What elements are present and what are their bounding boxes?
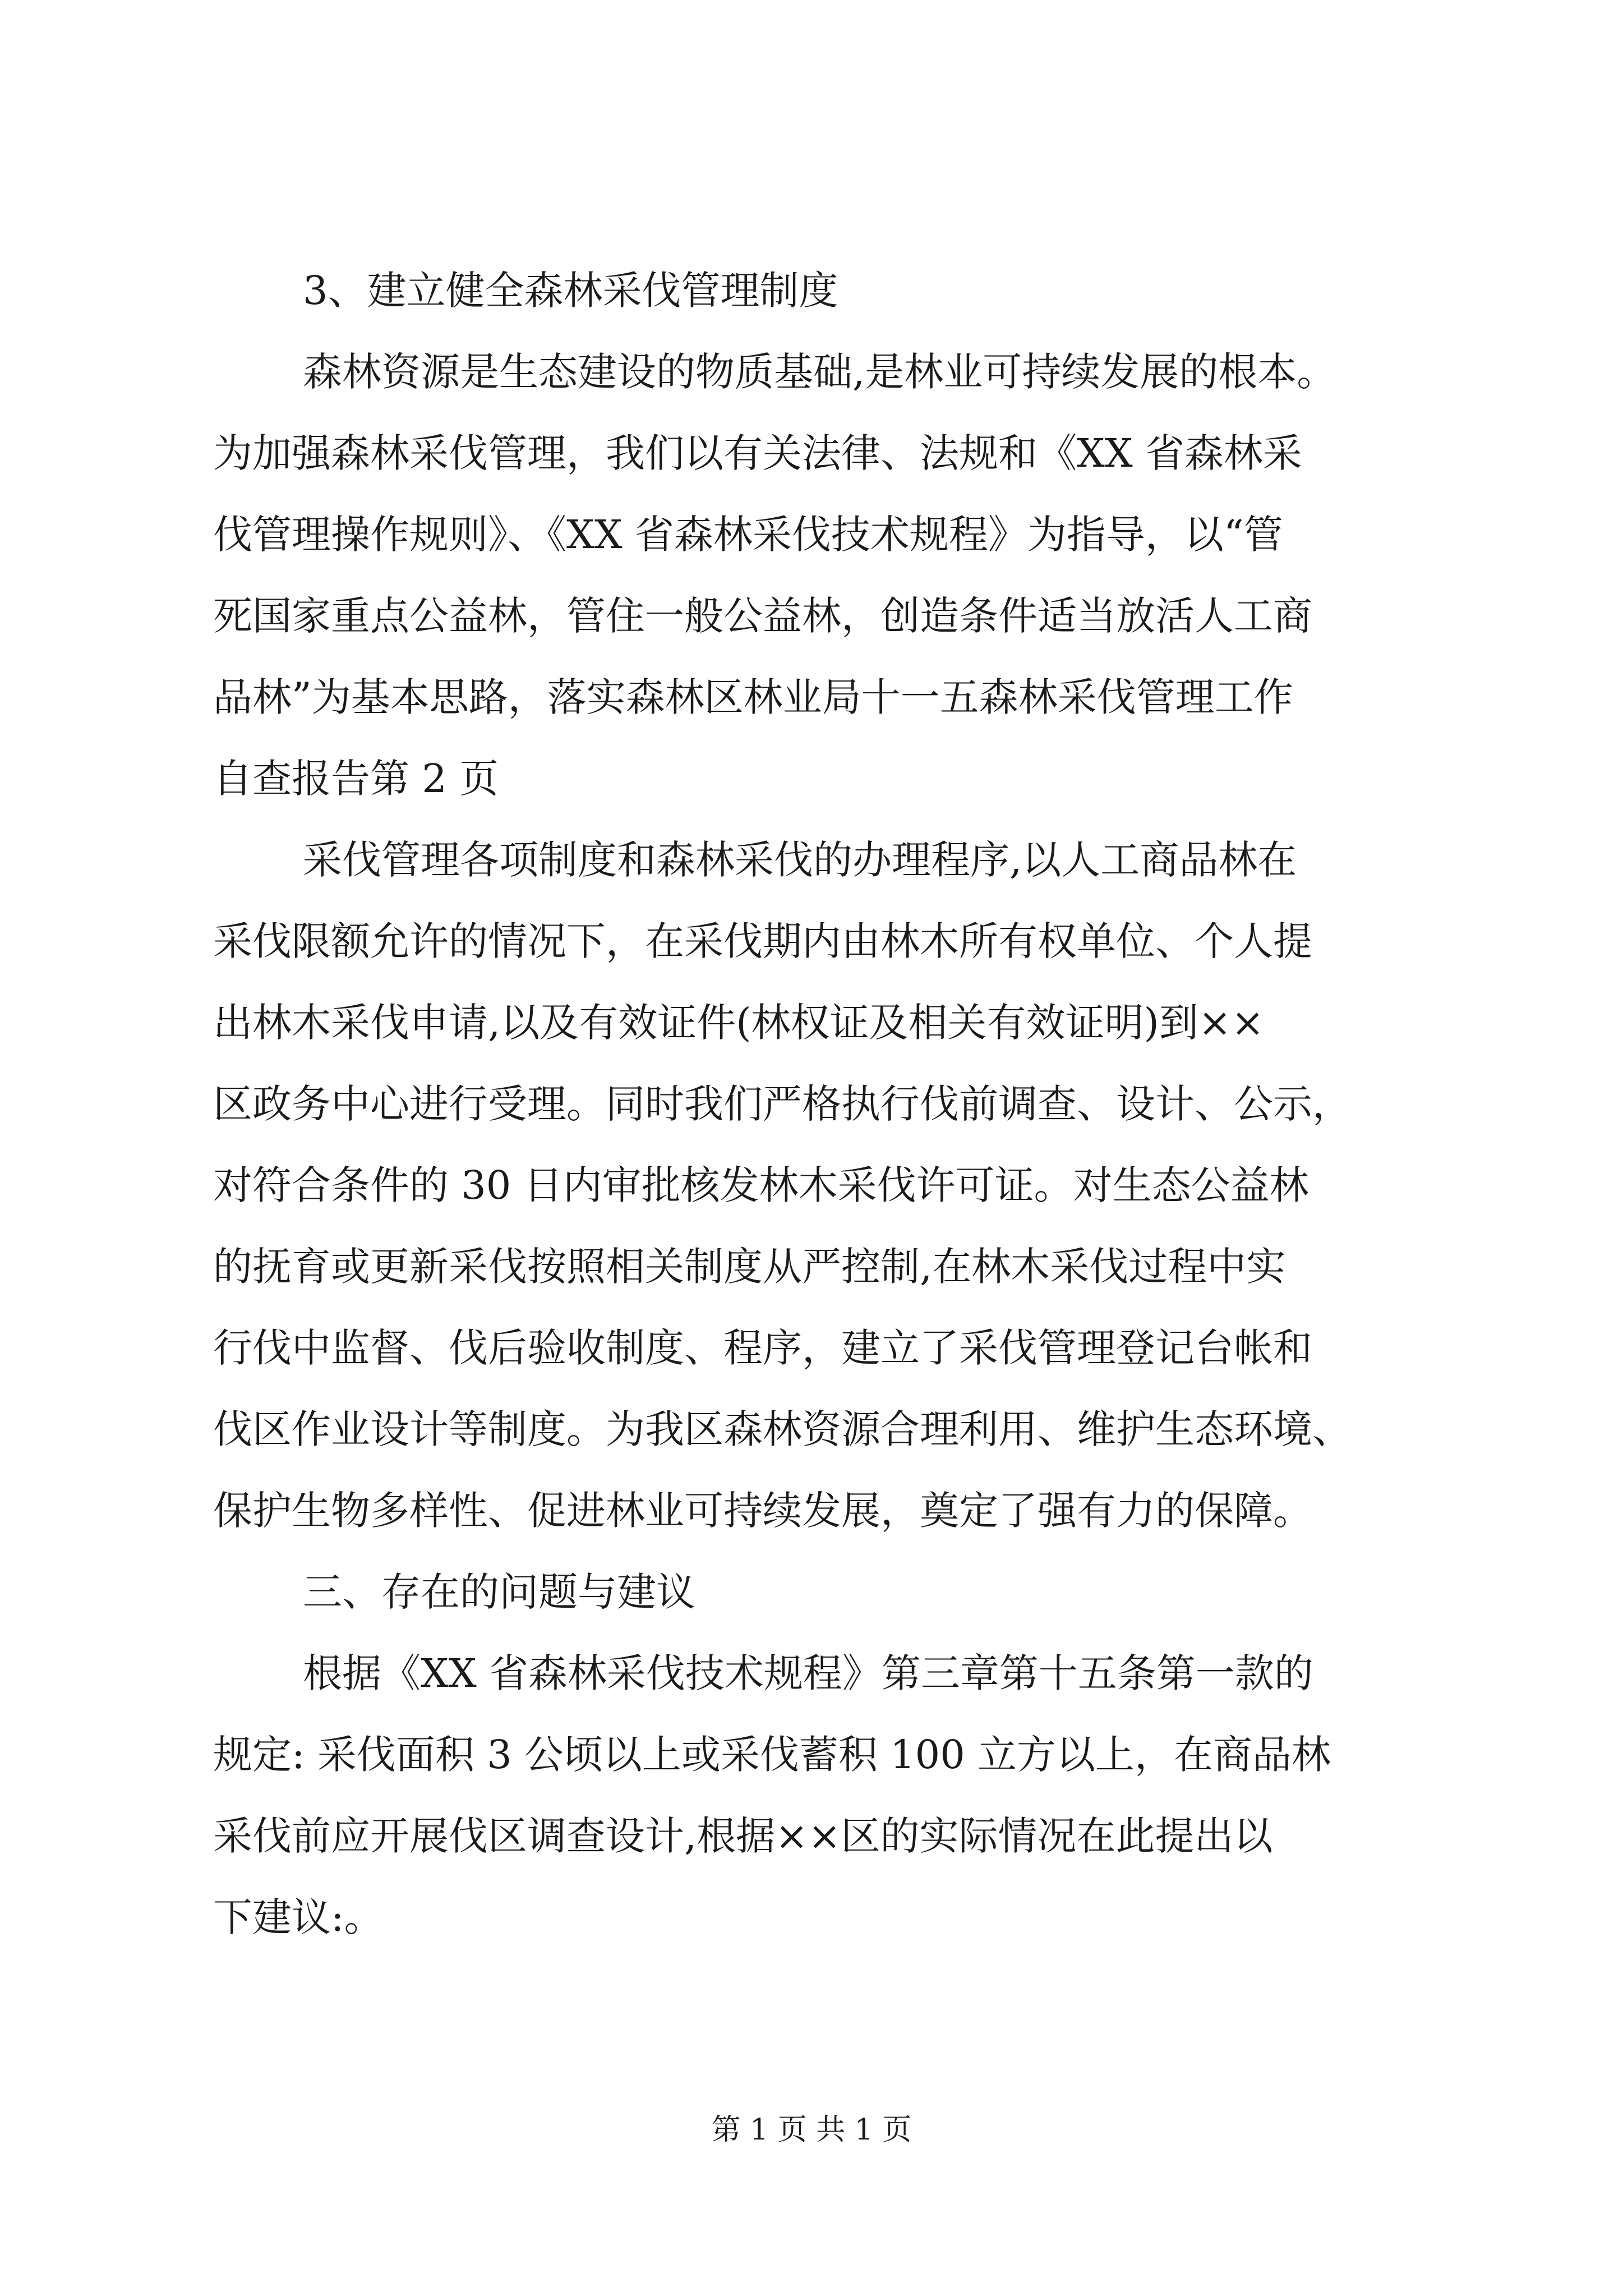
paragraph-line: 为加强森林采伐管理，我们以有关法律、法规和《XX 省森林采 xyxy=(213,430,1302,476)
paragraph-line: 规定: 采伐面积 3 公顷以上或采伐蓄积 100 立方以上，在商品林 xyxy=(213,1732,1331,1778)
paragraph-line: 伐管理操作规则》、《XX 省森林采伐技术规程》为指导，以“管 xyxy=(213,512,1283,558)
paragraph-line: 采伐管理各项制度和森林采伐的办理程序,以人工商品林在 xyxy=(303,837,1297,883)
paragraph-line: 的抚育或更新采伐按照相关制度从严控制,在林木采伐过程中实 xyxy=(213,1244,1286,1290)
paragraph-line: 行伐中监督、伐后验收制度、程序，建立了采伐管理登记台帐和 xyxy=(213,1325,1312,1371)
paragraph-line: 出林木采伐申请,以及有效证件(林权证及相关有效证明)到×× xyxy=(213,1000,1265,1046)
paragraph-line: 伐区作业设计等制度。为我区森林资源合理利用、维护生态环境、 xyxy=(213,1406,1352,1452)
paragraph-line: 根据《XX 省森林采伐技术规程》第三章第十五条第一款的 xyxy=(303,1650,1313,1696)
paragraph-line: 采伐限额允许的情况下，在采伐期内由林木所有权单位、个人提 xyxy=(213,918,1312,964)
paragraph-line: 采伐前应开展伐区调查设计,根据××区的实际情况在此提出以 xyxy=(213,1813,1273,1859)
paragraph-line: 森林资源是生态建设的物质基础,是林业可持续发展的根本。 xyxy=(303,349,1336,395)
paragraph-line: 品林”为基本思路，落实森林区林业局十一五森林采伐管理工作 xyxy=(213,674,1293,720)
paragraph-line: 下建议:。 xyxy=(213,1894,384,1940)
paragraph-line: 自查报告第 2 页 xyxy=(213,756,499,802)
paragraph-line: 保护生物多样性、促进林业可持续发展，奠定了强有力的保障。 xyxy=(213,1488,1312,1534)
section-heading: 3、建立健全森林采伐管理制度 xyxy=(303,268,838,314)
paragraph-line: 死国家重点公益林，管住一般公益林，创造条件适当放活人工商 xyxy=(213,593,1312,639)
page-footer: 第 1 页 共 1 页 xyxy=(711,2113,912,2147)
section-heading: 三、存在的问题与建议 xyxy=(303,1569,695,1615)
paragraph-line: 对符合条件的 30 日内审批核发林木采伐许可证。对生态公益林 xyxy=(213,1162,1309,1208)
paragraph-line: 区政务中心进行受理。同时我们严格执行伐前调查、设计、公示， xyxy=(213,1081,1352,1127)
